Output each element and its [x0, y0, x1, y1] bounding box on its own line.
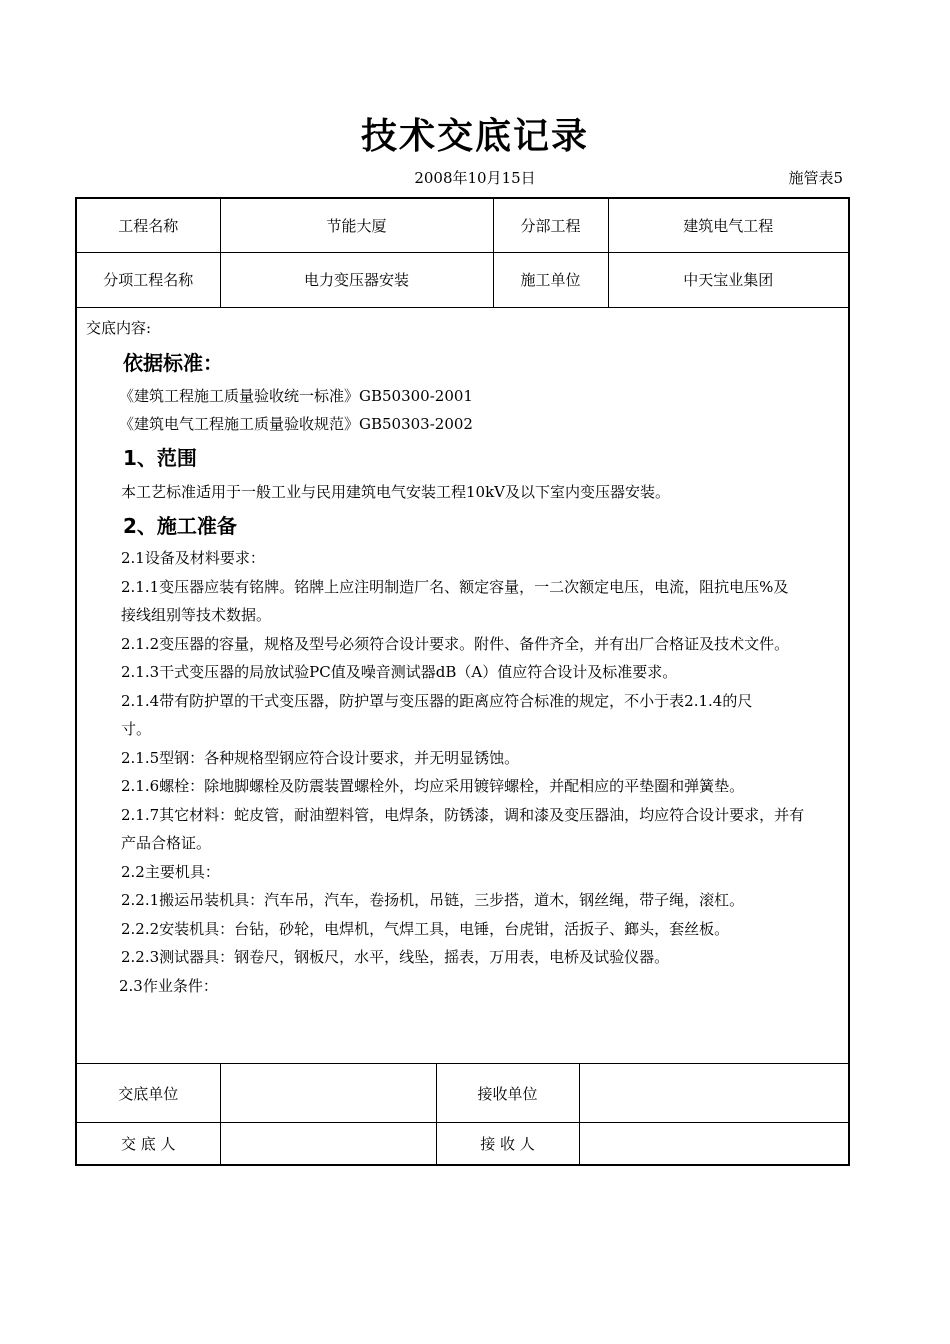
label-issuing-unit: 交底单位 [77, 1064, 220, 1123]
table-row [77, 199, 848, 252]
content-line: 2.1.1变压器应装有铭牌。铭牌上应注明制造厂名、额定容量，一二次额定电压，电流，阻抗电压%及 [121, 578, 789, 596]
standard-line: 《建筑工程施工质量验收统一标准》GB50300-2001 [119, 387, 473, 405]
value-receiving-unit [579, 1064, 848, 1123]
content-area [77, 307, 848, 1063]
document-date: 2008年10月15日 [414, 169, 536, 187]
table-row [77, 1123, 848, 1165]
value-subitem-name: 电力变压器安装 [220, 252, 493, 307]
content-line: 2.1.5型钢：各种规格型钢应符合设计要求，并无明显锈蚀。 [121, 749, 520, 767]
scope-text: 本工艺标准适用于一般工业与民用建筑电气安装工程10kV及以下室内变压器安装。 [121, 483, 671, 501]
content-line: 2.2.2安装机具：台钻，砂轮，电焊机，气焊工具，电锤，台虎钳，活扳子、鎯头，套丝板。 [121, 920, 730, 938]
table-row [77, 252, 848, 307]
signature-table [77, 1063, 848, 1165]
content-label: 交底内容: [86, 319, 152, 337]
form-code: 施管表5 [788, 169, 843, 187]
heading-preparation: 2、施工准备 [123, 514, 237, 538]
content-line: 2.1.3干式变压器的局放试验PC值及噪音测试器dB（A）值应符合设计及标准要求。 [121, 663, 678, 681]
content-line: 2.1.2变压器的容量，规格及型号必须符合设计要求。附件、备件齐全，并有出厂合格证及技术文件。 [121, 635, 790, 653]
content-line: 2.3作业条件： [119, 977, 218, 995]
value-contractor: 中天宝业集团 [608, 252, 848, 307]
content-line: 2.1.4带有防护罩的干式变压器，防护罩与变压器的距离应符合标准的规定，不小于表2.1.4的尺 [121, 692, 753, 710]
document-title: 技术交底记录 [360, 116, 589, 157]
content-line: 2.2.1搬运吊装机具：汽车吊，汽车，卷扬机，吊链，三步搭，道木，钢丝绳，带子绳，滚杠。 [121, 891, 745, 909]
content-line: 2.2主要机具： [121, 863, 220, 881]
label-division: 分部工程 [493, 199, 608, 252]
heading-standards: 依据标准： [123, 351, 223, 375]
content-line: 接线组别等技术数据。 [121, 606, 272, 624]
value-issuing-unit [220, 1064, 436, 1123]
content-line: 产品合格证。 [121, 834, 212, 852]
label-contractor: 施工单位 [493, 252, 608, 307]
content-line: 2.1.6螺栓：除地脚螺栓及防震装置螺栓外，均应采用镀锌螺栓，并配相应的平垫圈和弹簧垫。 [121, 777, 745, 795]
content-line: 2.2.3测试器具：钢卷尺，钢板尺，水平，线坠，摇表，万用表，电桥及试验仪器。 [121, 948, 670, 966]
content-line: 2.1.7其它材料：蛇皮管，耐油塑料管，电焊条，防锈漆，调和漆及变压器油，均应符合设计要求，并有 [121, 806, 805, 824]
header-table [77, 199, 848, 308]
label-project-name: 工程名称 [77, 199, 220, 252]
content-line: 寸。 [121, 720, 152, 738]
value-division: 建筑电气工程 [608, 199, 848, 252]
record-form [75, 197, 850, 1166]
value-project-name: 节能大厦 [220, 199, 493, 252]
value-receiver [579, 1123, 848, 1165]
label-issuer: 交 底 人 [77, 1123, 220, 1165]
table-row [77, 1064, 848, 1123]
value-issuer [220, 1123, 436, 1165]
content-line: 2.1设备及材料要求： [121, 549, 265, 567]
label-receiving-unit: 接收单位 [436, 1064, 579, 1123]
standard-line: 《建筑电气工程施工质量验收规范》GB50303-2002 [119, 415, 473, 433]
heading-scope: 1、范围 [123, 446, 197, 470]
label-subitem-name: 分项工程名称 [77, 252, 220, 307]
label-receiver: 接 收 人 [436, 1123, 579, 1165]
